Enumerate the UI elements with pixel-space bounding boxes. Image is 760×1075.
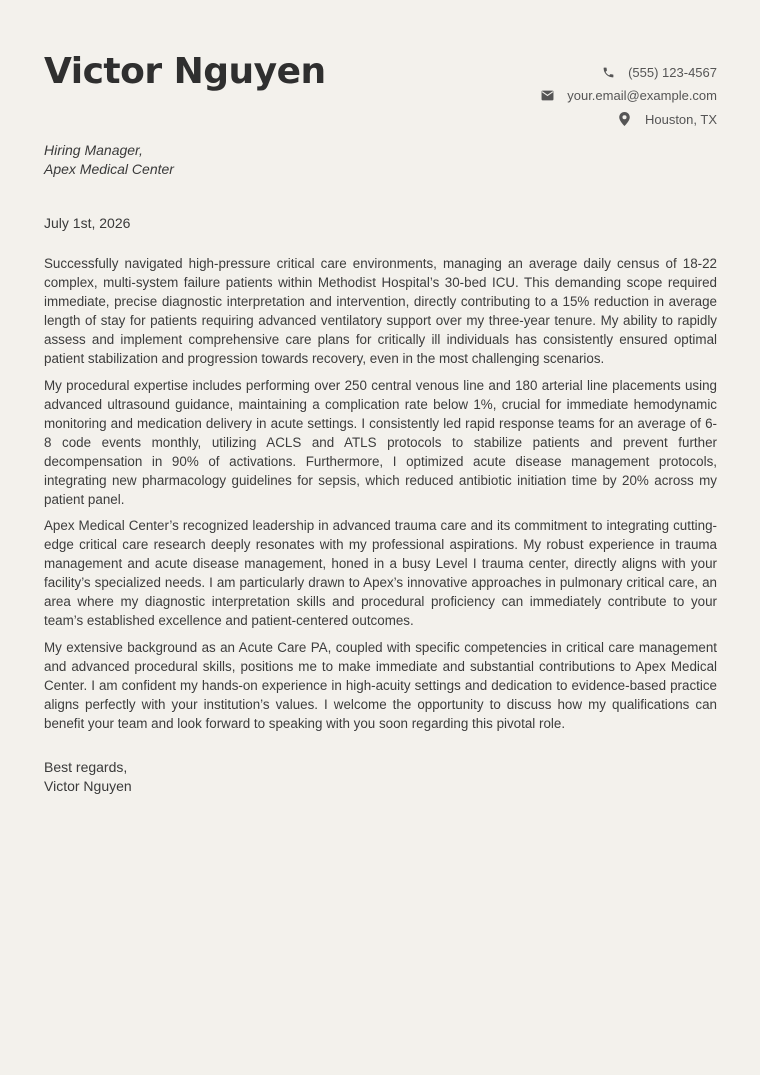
body-paragraph-4: My extensive background as an Acute Care PA, coupled with specific competencies in critical care management and advanced procedural skills, positions me to make immediate and substantial contributions to Apex Medical Center. I am confident my hands-on experience in high-acuity settings and dedication to evidence-based practice aligns perfectly with your institution’s values. I welcome the opportunity to discuss how my qualifications can benefit your team and look forward to speaking with you soon regarding this pivotal role.: [44, 639, 717, 731]
body-paragraph-1: Successfully navigated high-pressure critical care environments, managing an average daily census of 18-22 complex, multi-system failure patients within Methodist Hospital’s 30-bed ICU. This demanding scope required immediate, precise diagnostic interpretation and intervention, directly contributing to a 15% reduction in average length of stay for patients requiring advanced ventilatory support over my three-year tenure. My ability to rapidly assess and implement comprehensive care plans for critically ill individuals has consistently ensured optimal patient stabilization and progression towards recovery, even in the most challenging scenarios.: [44, 256, 717, 366]
closing-salutation: Best regards,: [44, 759, 128, 775]
body-paragraph-3: Apex Medical Center’s recognized leadership in advanced trauma care and its commitment to integrating cutting-edge critical care research deeply resonates with my professional aspirations. My robust experience in trauma management and acute disease management, honed in a busy Level I trauma center, directly aligns with your facility’s specialized needs. I am particularly drawn to Apex’s innovative approaches in pulmonary critical care, an area where my diagnostic interpretation skills and procedural proficiency can immediately contribute to your team’s established excellence and patient-centered outcomes.: [44, 518, 717, 628]
cover-letter-page: [44, 0, 717, 1075]
phone-icon: [601, 66, 615, 80]
contact-email: [457, 84, 717, 107]
phone-text: (555) 123-4567: [628, 65, 717, 81]
letter-date: July 1st, 2026: [44, 215, 131, 231]
signature-name: Victor Nguyen: [44, 778, 132, 794]
contact-block: [457, 61, 717, 131]
closing-block: [44, 758, 132, 796]
location-text: Houston, TX: [644, 111, 717, 127]
body-paragraph-2: My procedural expertise includes performing over 250 central venous line and 180 arterial line placements using advanced ultrasound guidance, maintaining a complication rate below 1%, crucial for immediate hemodynamic monitoring and medication delivery in acute settings. I consistently led rapid response teams for an average of 6-8 code events monthly, utilizing ACLS and ATLS protocols to stabilize patients and prevent further decompensation in 90% of activations. Furthermore, I optimized acute disease management protocols, integrating new pharmacology guidelines for sepsis, which reduced antibiotic initiation time by 20% across my patient panel.: [44, 377, 717, 507]
applicant-name: Victor Nguyen: [44, 51, 326, 92]
email-icon: [540, 89, 554, 103]
recipient-title: Hiring Manager,: [44, 142, 143, 158]
contact-phone: [457, 61, 717, 84]
contact-location: [457, 108, 717, 131]
location-pin-icon: [618, 112, 632, 126]
letter-body: [44, 254, 717, 740]
recipient-block: [44, 141, 174, 179]
email-text: your.email@example.com: [567, 88, 717, 104]
recipient-organization: Apex Medical Center: [44, 161, 174, 177]
